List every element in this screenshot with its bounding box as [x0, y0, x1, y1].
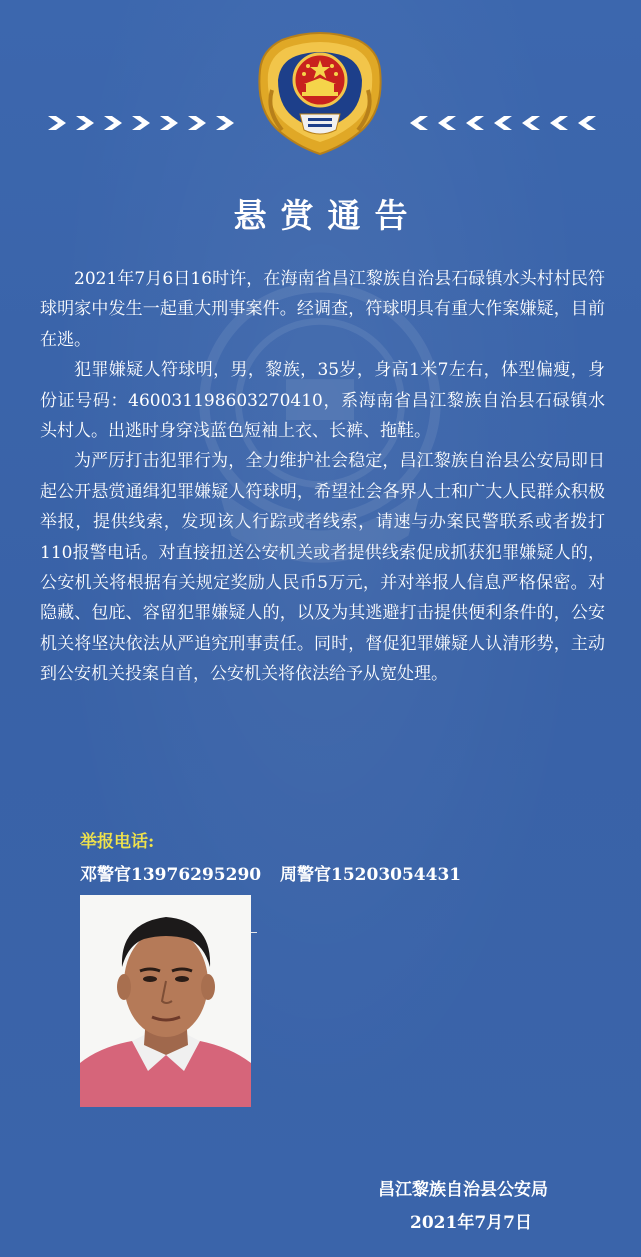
- header-chevrons-right: [408, 114, 598, 132]
- police-emblem-icon: [252, 30, 388, 156]
- chevron-arrow-icon: [158, 114, 180, 132]
- notice-title: 悬赏通告: [233, 196, 422, 235]
- chevron-arrow-icon: [214, 114, 236, 132]
- chevron-arrow-icon: [74, 114, 96, 132]
- suspect-portrait-image: [80, 895, 251, 1107]
- chevron-arrow-icon: [548, 114, 570, 132]
- contact-item: 周警官15203054431: [280, 865, 462, 885]
- chevron-arrow-icon: [436, 114, 458, 132]
- issue-date: 2021年7月7日: [410, 1213, 532, 1233]
- header-chevrons-left: [46, 114, 236, 132]
- chevron-arrow-icon: [520, 114, 542, 132]
- contact-item: 邓警官13976295290: [80, 865, 262, 885]
- issuing-authority: 昌江黎族自治县公安局: [378, 1180, 548, 1200]
- hotline-label: 举报电话:: [80, 832, 155, 852]
- chevron-arrow-icon: [46, 114, 68, 132]
- chevron-arrow-icon: [408, 114, 430, 132]
- notice-paragraph: 为严厉打击犯罪行为，全力维护社会稳定，昌江黎族自治县公安局即日起公开悬赏通缉犯罪嫌疑人符球明，希望社会各界人士和广大人民群众积极举报，提供线索，发现该人行踪或者线索，请速与办案民警联系或者拨打110报警电话。对直接扭送公安机关或者提供线索促成抓获犯罪嫌疑人的，公安机关将根据有关规定奖励人民币5万元，并对举报人信息严格保密。对隐藏、包庇、容留犯罪嫌疑人的，以及为其逃避打击提供便利条件的，公安机关将坚决依法从严追究刑事责任。同时，督促犯罪嫌疑人认清形势，主动到公安机关投案自首，公安机关将依法给予从宽处理。: [40, 451, 605, 685]
- notice-paragraph: 2021年7月6日16时许，在海南省昌江黎族自治县石碌镇水头村村民符球明家中发生一起重大刑事案件。经调查，符球明具有重大作案嫌疑，目前在逃。: [40, 269, 605, 350]
- chevron-arrow-icon: [492, 114, 514, 132]
- chevron-arrow-icon: [464, 114, 486, 132]
- chevron-arrow-icon: [186, 114, 208, 132]
- contact-list: [80, 860, 600, 885]
- chevron-arrow-icon: [102, 114, 124, 132]
- chevron-arrow-icon: [130, 114, 152, 132]
- notice-paragraph: 犯罪嫌疑人符球明，男，黎族，35岁，身高1米7左右，体型偏瘦，身份证号码：460031198603270410，系海南省昌江黎族自治县石碌镇水头村人。出逃时身穿浅蓝色短袖上衣、长裤、拖鞋。: [40, 360, 605, 442]
- notice-body: [40, 264, 605, 690]
- photo-edge-mark: [251, 932, 257, 933]
- chevron-arrow-icon: [576, 114, 598, 132]
- suspect-photo: [80, 895, 251, 1107]
